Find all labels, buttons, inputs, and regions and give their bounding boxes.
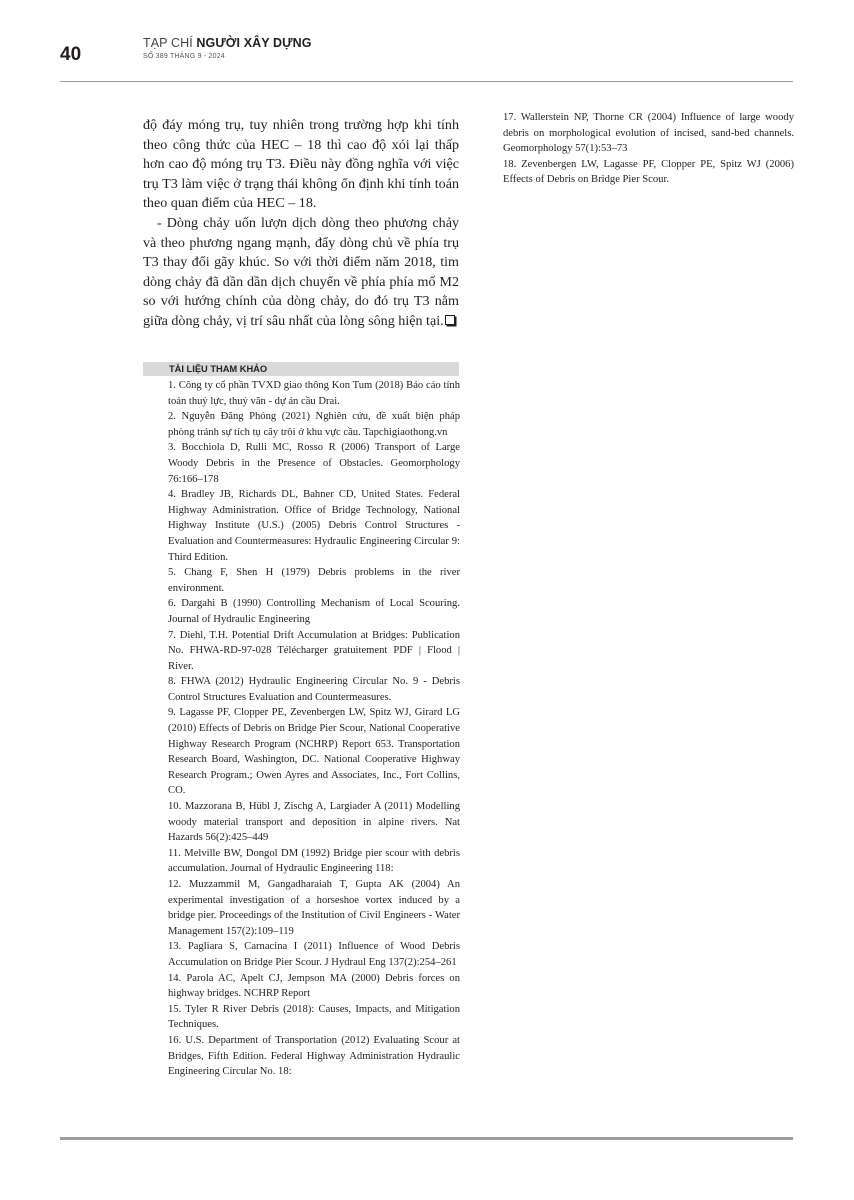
reference-item: 4. Bradley JB, Richards DL, Bahner CD, United States. Federal Highway Administration. Office of Bridge Technology, National Highway Institute (U.S.) (2005) Debris Control Structures - Evaluation and Countermeasures: Hydraulic Engineering Circular 9: Third Edition. xyxy=(168,489,460,563)
reference-item: 11. Melville BW, Dongol DM (1992) Bridge pier scour with debris accumulation. Journal of Hydraulic Engineering 118: xyxy=(168,847,460,875)
journal-name: NGƯỜI XÂY DỰNG xyxy=(196,36,312,50)
journal-title xyxy=(143,36,312,50)
body-text xyxy=(143,116,459,332)
journal-masthead xyxy=(143,36,312,60)
reference-item: 17. Wallerstein NP, Thorne CR (2004) Influence of large woody debris on morphological evolution of incised, sand-bed channels. Geomorphology 57(1):53–73 xyxy=(503,112,794,155)
reference-item: 9. Lagasse PF, Clopper PE, Zevenbergen LW, Spitz WJ, Girard LG (2010) Effects of Debris on Bridge Pier Scour, National Cooperative Highway Research Program (NCHRP) Report 653. Transportation Research Board, Washington, DC. National Cooperative Highway Research Program.; Owen Ayres and Associates, Inc., Fort Collins, CO. xyxy=(168,707,460,797)
reference-item: 14. Parola AC, Apelt CJ, Jempson MA (2000) Debris forces on highway bridges. NCHRP Report xyxy=(168,972,460,1000)
body-paragraph xyxy=(143,214,459,332)
reference-item: 16. U.S. Department of Transportation (2012) Evaluating Scour at Bridges, Fifth Edition. Federal Highway Administration Hydraulic Engineering Circular No. 18: xyxy=(168,1034,460,1078)
reference-item: 5. Chang F, Shen H (1979) Debris problems in the river environment. xyxy=(168,567,460,594)
references-list-left xyxy=(168,378,460,1080)
header-rule xyxy=(60,81,793,82)
body-paragraph-text: - Dòng chảy uốn lượn dịch dòng theo phương chảy và theo phương ngang mạnh, đẩy dòng chủ về phía trụ T3 thay đổi gãy khúc. So với thời điểm năm 2018, tim dòng chảy đã dần dần dịch chuyển về phía phía mố M2 so với hướng chính của dòng chảy, do đó trụ T3 nằm giữa dòng chảy, vị trí sâu nhất của lòng sông hiện tại. xyxy=(143,214,459,329)
reference-item: 2. Nguyễn Đăng Phóng (2021) Nghiên cứu, đề xuất biện pháp phòng tránh sự tích tụ cây trôi ở khu vực cầu. Tapchigiaothong.vn xyxy=(168,411,460,438)
journal-issue: SỐ 389 THÁNG 9 - 2024 xyxy=(143,53,225,60)
reference-item: 10. Mazzorana B, Hübl J, Zischg A, Largiader A (2011) Modelling woody material transport and deposition in alpine rivers. Nat Hazards 56(2):425–449 xyxy=(168,801,460,844)
reference-item: 18. Zevenbergen LW, Lagasse PF, Clopper PE, Spitz WJ (2006) Effects of Debris on Bridge Pier Scour. xyxy=(503,158,794,186)
body-paragraph: độ đáy móng trụ, tuy nhiên trong trường hợp khi tính theo công thức của HEC – 18 thì cao độ xói lại thấp hơn cao độ móng trụ T3. Điều này đồng nghĩa với việc trụ T3 làm việc ở trạng thái không ổn định khi tính toán theo quan điểm của HEC – 18. xyxy=(143,117,459,212)
references-list-right xyxy=(503,110,794,188)
footer-rule xyxy=(60,1137,793,1140)
reference-item: 12. Muzzammil M, Gangadharaiah T, Gupta AK (2004) An experimental investigation of a horseshoe vortex induced by a bridge pier. Proceedings of the Institution of Civil Engineers - Water Management 157(2):109–119 xyxy=(168,879,460,937)
reference-item: 6. Dargahi B (1990) Controlling Mechanism of Local Scouring. Journal of Hydraulic Engineering xyxy=(168,598,460,625)
reference-item: 3. Bocchiola D, Rulli MC, Rosso R (2006) Transport of Large Woody Debris in the Presence of Obstacles. Geomorphology 76:166–178 xyxy=(168,442,460,485)
journal-prefix: TẠP CHÍ xyxy=(143,36,193,50)
reference-item: 8. FHWA (2012) Hydraulic Engineering Circular No. 9 - Debris Control Structures Evaluation and Countermeasures. xyxy=(168,676,460,703)
page-number: 40 xyxy=(60,44,82,65)
reference-item: 15. Tyler R River Debris (2018): Causes, Impacts, and Mitigation Techniques. xyxy=(168,1003,460,1031)
reference-item: 13. Pagliara S, Carnacina I (2011) Influence of Wood Debris Accumulation on Bridge Pier Scour. J Hydraul Eng 137(2):254–261 xyxy=(168,941,460,968)
reference-item: 7. Diehl, T.H. Potential Drift Accumulation at Bridges: Publication No. FHWA-RD-97-028 Télécharger gratuitement PDF | Flood | River. xyxy=(168,629,460,672)
reference-item: 1. Công ty cổ phần TVXD giao thông Kon Tum (2018) Báo cáo tính toán thuỷ lực, thuỷ văn - dự án cầu Drai. xyxy=(168,380,460,407)
references-heading: TÀI LIỆU THAM KHẢO xyxy=(143,362,459,376)
end-of-article-icon xyxy=(445,315,455,325)
